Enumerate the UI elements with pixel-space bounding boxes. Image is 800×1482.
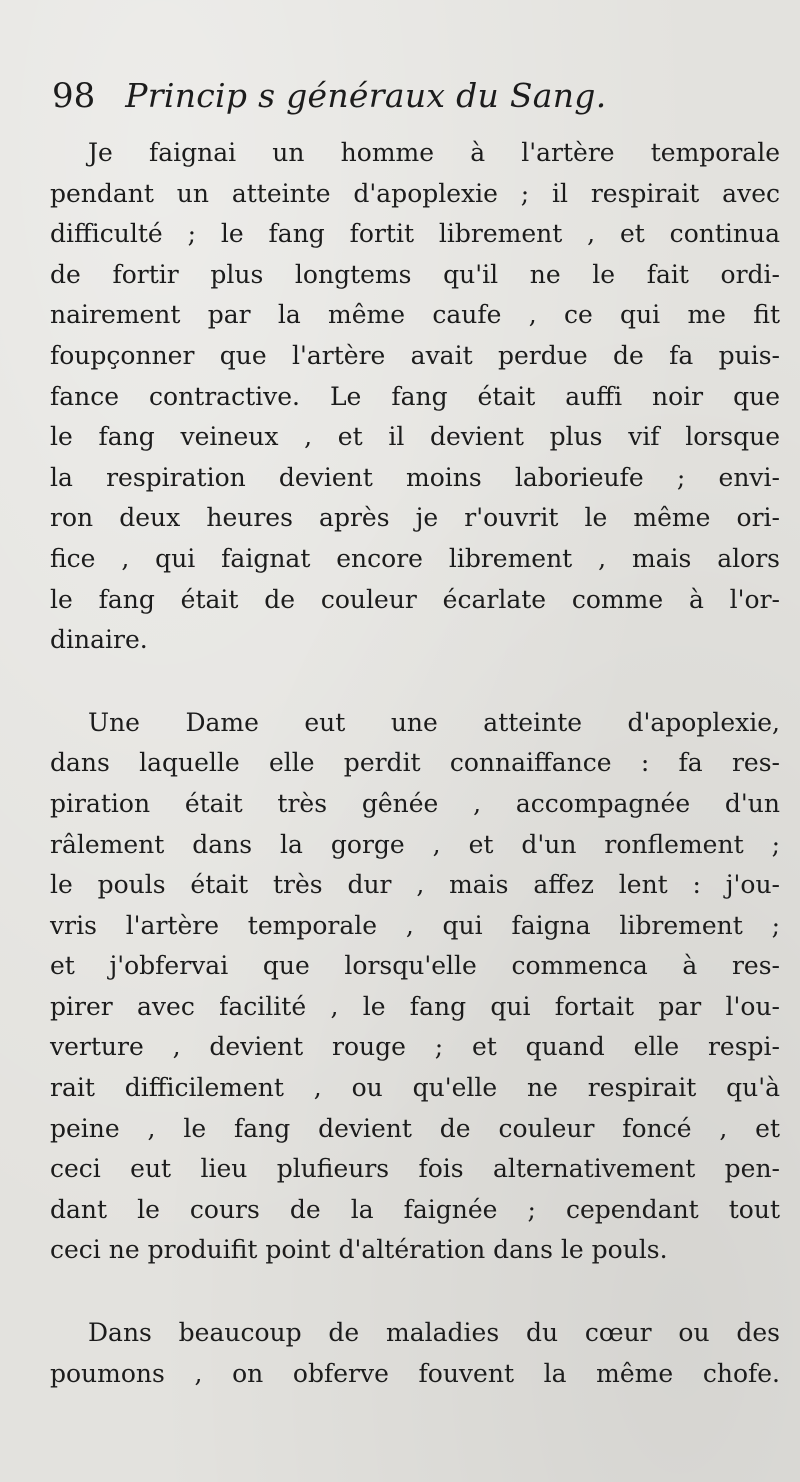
text-line: la respiration devient moins laborieufe ; envi- [50,462,780,492]
page-header [52,76,606,126]
text-line: vris l'artère temporale , qui faigna librement ; [50,910,780,940]
text-line: râlement dans la gorge , et d'un ronflement ; [50,829,780,859]
text-line: dant le cours de la faignée ; cependant tout [50,1194,780,1224]
text-line: ceci ne produifit point d'altération dans le pouls. [50,1235,668,1265]
text-line: fance contractive. Le fang était auffi noir que [50,381,780,411]
text-line: Dans beaucoup de maladies du cœur ou des [88,1318,780,1348]
text-line: ron deux heures après je r'ouvrit le même ori- [50,503,780,533]
paragraph-spacer [50,1271,780,1313]
paragraph [50,133,780,661]
text-line: Je faignai un homme à l'artère temporale [88,138,780,167]
text-line: difficulté ; le fang fortit librement , et continua [50,219,780,249]
text-line: foupçonner que l'artère avait perdue de fa puis- [50,340,780,370]
text-line: poumons , on obferve fouvent la même chofe. [50,1358,780,1388]
page-number: 98 [52,76,96,116]
text-line: le fang était de couleur écarlate comme à l'or- [50,584,780,614]
running-title: Princip s généraux du Sang. [125,76,607,115]
text-line: le pouls était très dur , mais affez lent : j'ou- [50,870,780,900]
text-line: pendant un atteinte d'apoplexie ; il respirait avec [50,178,780,208]
text-line: de fortir plus longtems qu'il ne le fait ordi- [50,259,780,289]
text-line: et j'obfervai que lorsqu'elle commenca à res- [50,951,780,981]
text-line: piration était très gênée , accompagnée d'un [50,788,780,818]
text-line: fice , qui faignat encore librement , mais alors [50,543,780,573]
text-line: ceci eut lieu plufieurs fois alternativement pen- [50,1154,780,1184]
paragraph-spacer [50,661,780,703]
text-line: pirer avec facilité , le fang qui fortait par l'ou- [50,991,780,1021]
text-line: Une Dame eut une atteinte d'apoplexie, [88,707,780,737]
text-line: dinaire. [50,625,148,655]
text-line: le fang veineux , et il devient plus vif lorsque [50,422,780,452]
text-line: dans laquelle elle perdit connaiffance : fa res- [50,748,780,778]
paragraph [50,703,780,1271]
text-line: verture , devient rouge ; et quand elle respi- [50,1032,780,1062]
text-line: peine , le fang devient de couleur foncé , et [50,1113,780,1143]
text-line: nairement par la même caufe , ce qui me fit [50,300,780,330]
body-text [50,133,780,1394]
text-line: rait difficilement , ou qu'elle ne respirait qu'à [50,1073,780,1103]
paragraph [50,1313,780,1394]
